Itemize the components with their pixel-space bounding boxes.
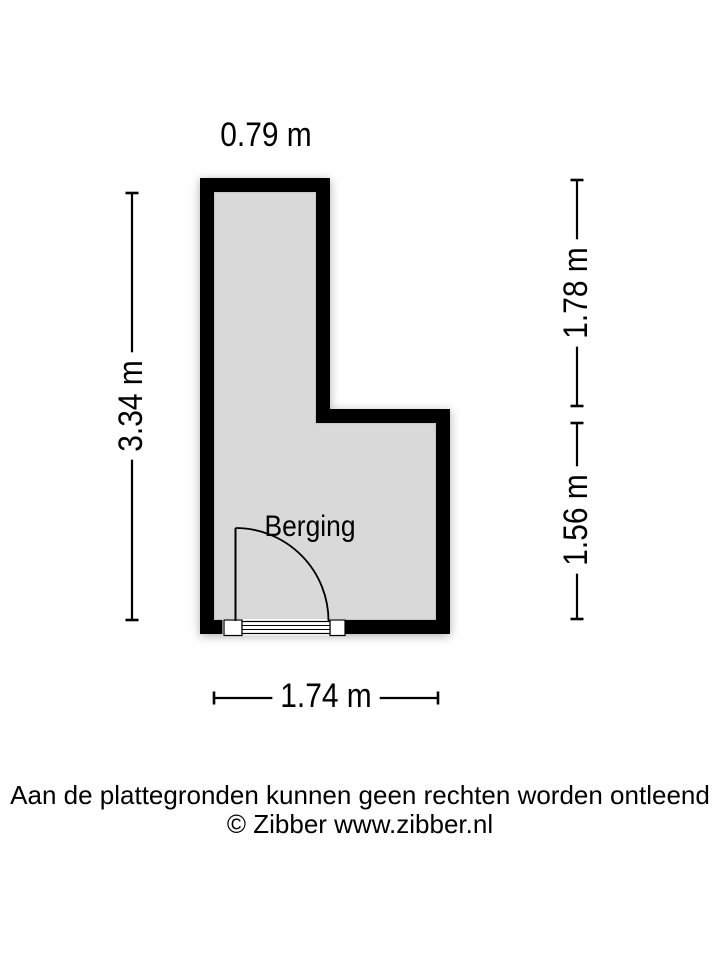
room-name-label: Berging bbox=[264, 510, 356, 543]
dimension-label-bottom-width: 1.74 m bbox=[272, 678, 379, 716]
berging-room-shape bbox=[200, 178, 450, 634]
footer-copyright: © Zibber www.zibber.nl bbox=[226, 809, 494, 839]
dimension-label-right-lower-height: 1.56 m bbox=[558, 466, 596, 573]
dimension-label-top-width: 0.79 m bbox=[220, 116, 312, 155]
dimension-label-left-height: 3.34 m bbox=[113, 352, 151, 459]
door-jamb-right bbox=[330, 620, 345, 636]
dimension-label-right-upper-height: 1.78 m bbox=[558, 239, 596, 346]
door-threshold bbox=[242, 622, 330, 634]
footer bbox=[0, 781, 720, 839]
footer-disclaimer: Aan de plattegronden kunnen geen rechten worden ontleend bbox=[10, 780, 710, 810]
door-jamb-left bbox=[224, 620, 242, 636]
